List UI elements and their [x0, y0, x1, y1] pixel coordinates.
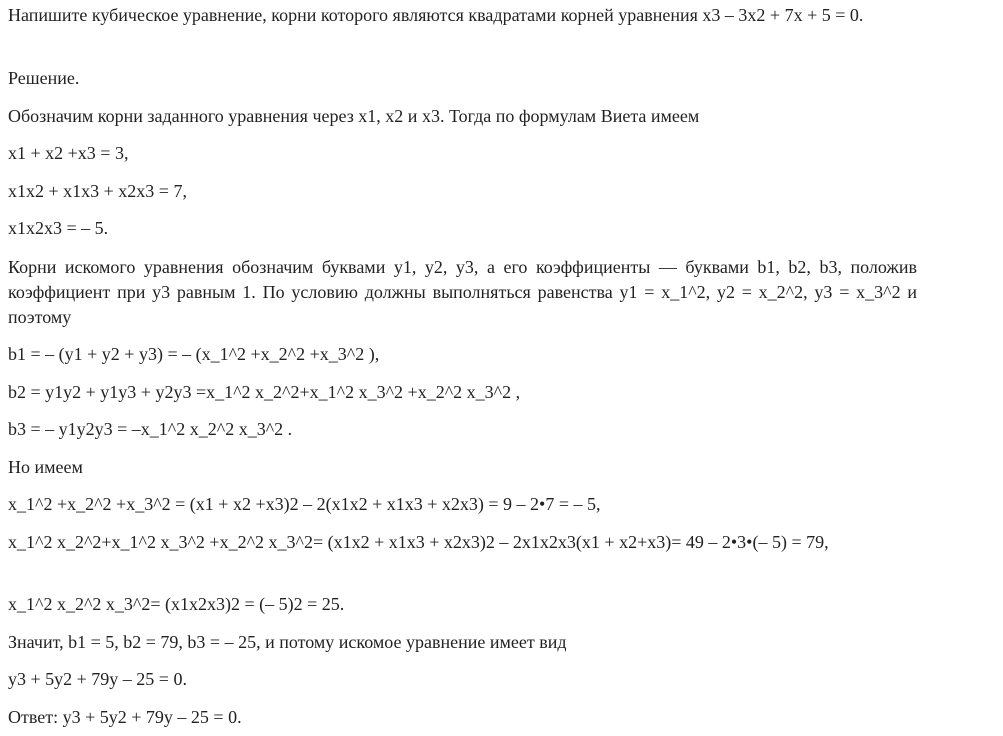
vieta-line-1: x1 + x2 +x3 = 3,	[8, 143, 129, 163]
problem-statement: Напишите кубическое уравнение, корни которого являются квадратами корней уравнения х3 – 3х2 + 7х + 5 = 0.	[8, 5, 864, 25]
roots-paragraph: Корни искомого уравнения обозначим буквами y1, y2, y3, а его коэффициенты — буквами b1, b2, b3, положив коэффициент при y3 равным 1. По условию должны выполняться равенства y1 = x_1^2, y2 = x_2^2, y3 = x_3^2 и поэтому	[8, 257, 917, 327]
vieta-line-2: x1x2 + x1x3 + x2x3 = 7,	[8, 181, 187, 201]
solution-heading: Решение.	[8, 68, 80, 88]
calculation-3: x_1^2 x_2^2 x_3^2= (x1x2x3)2 = (– 5)2 = 25.	[8, 594, 345, 614]
but-heading: Но имеем	[8, 457, 83, 477]
resulting-equation: y3 + 5y2 + 79y – 25 = 0.	[8, 669, 187, 689]
intro-paragraph: Обозначим корни заданного уравнения через x1, x2 и x3. Тогда по формулам Виета имеем	[8, 106, 700, 126]
coefficient-b1: b1 = – (y1 + y2 + y3) = – (x_1^2 +x_2^2 +x_3^2 ),	[8, 344, 380, 364]
answer-line: Ответ: y3 + 5y2 + 79y – 25 = 0.	[8, 707, 242, 727]
calculation-1: x_1^2 +x_2^2 +x_3^2 = (x1 + x2 +x3)2 – 2(x1x2 + x1x3 + x2x3) = 9 – 2•7 = – 5,	[8, 494, 601, 514]
coefficient-b2: b2 = y1y2 + y1y3 + y2y3 =x_1^2 x_2^2+x_1^2 x_3^2 +x_2^2 x_3^2 ,	[8, 382, 521, 402]
vieta-line-3: x1x2x3 = – 5.	[8, 218, 109, 238]
conclusion-paragraph: Значит, b1 = 5, b2 = 79, b3 = – 25, и потому искомое уравнение имеет вид	[8, 632, 567, 652]
calculation-2: x_1^2 x_2^2+x_1^2 x_3^2 +x_2^2 x_3^2= (x1x2 + x1x3 + x2x3)2 – 2x1x2x3(x1 + x2+x3)= 49 – 2•3•(– 5) = 79,	[8, 532, 829, 552]
coefficient-b3: b3 = – y1y2y3 = –x_1^2 x_2^2 x_3^2 .	[8, 419, 293, 439]
